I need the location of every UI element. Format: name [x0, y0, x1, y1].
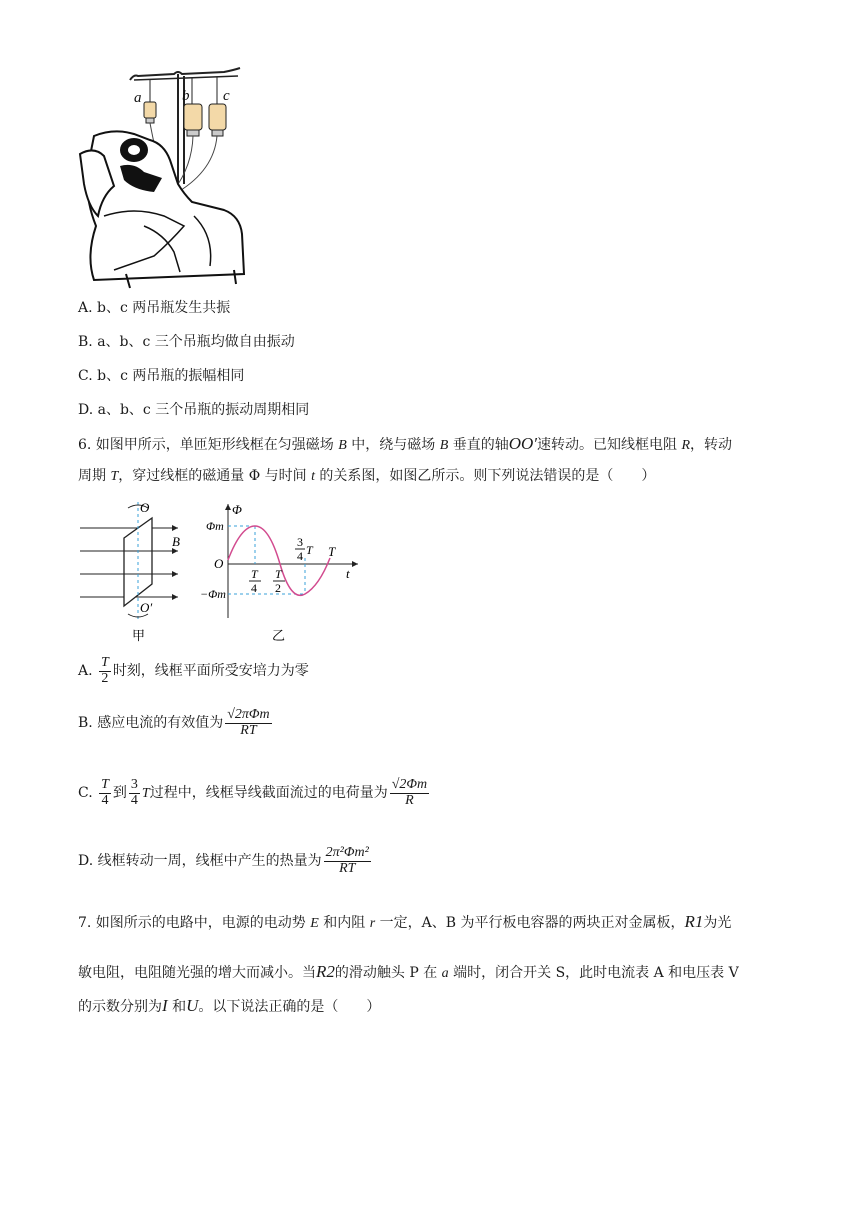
jia-O-prime: O′ [140, 600, 153, 615]
q5-option-a: A. b、c 两吊瓶发生共振 [78, 300, 231, 316]
yi-T2-den: 2 [275, 581, 281, 595]
figure-jia [78, 498, 198, 646]
yi-t: t [346, 566, 350, 581]
yi-T34-T: T [306, 543, 313, 557]
q6-stem-line2: 周期 T，穿过线框的磁通量 Φ 与时间 t 的关系图，如图乙所示。则下列说法错误的是（ ） [78, 468, 656, 484]
jia-B: B [172, 534, 180, 549]
yi-phim: Φm [206, 519, 224, 533]
yi-T4-num: T [251, 567, 258, 581]
yi-T34-num: 3 [297, 535, 303, 549]
label-a: a [134, 90, 142, 106]
jia-caption: 甲 [132, 628, 146, 643]
yi-phi: Φ [232, 502, 242, 517]
q5-option-c: C. b、c 两吊瓶的振幅相同 [78, 368, 245, 384]
q6-option-c: C. $\frac{T}{4}$ 到 $\frac{3}{4}$ T过程中，线框导线截面流过的电荷量为 $\frac{√2\Phi m}{R}$ [78, 777, 428, 808]
label-b: b [182, 88, 190, 104]
yi-T4-den: 4 [251, 581, 257, 595]
frac-T-2: $\frac{T}{2}$ [101, 655, 109, 686]
frac-b: $\frac{\text{√2πΦm}}{RT}$ [227, 707, 270, 738]
yi-O: O [214, 556, 224, 571]
jia-O: O [140, 500, 150, 515]
figure-yi [200, 498, 364, 646]
frac-c: $\frac{√2\Phi m}{R}$ [391, 777, 428, 808]
yi-caption: 乙 [272, 628, 286, 643]
q7-stem-line2: 敏电阻，电阻随光强的增大而减小。当R2的滑动触头 P 在 a 端时，闭合开关 S，此时电流表 A 和电压表 V [78, 962, 739, 981]
q6-option-b: B. 感应电流的有效值为 $\frac{\text{√2πΦm}}{RT}$ [78, 707, 270, 738]
yi-T: T [328, 544, 336, 559]
iv-bottles-figure [74, 66, 250, 292]
q6-option-d: D. 线框转动一周，线框中产生的热量为 $\frac{\text{2π²Φm²}}{RT}$ [78, 845, 369, 876]
q5-option-d: D. a、b、c 三个吊瓶的振动周期相同 [78, 402, 310, 418]
q6-option-a: A. $\frac{T}{2}$ 时刻，线框平面所受安培力为零 [78, 655, 309, 686]
axis-symbol: OO′ [508, 434, 538, 453]
q6-stem-line1: 6. 如图甲所示，单匝矩形线框在匀强磁场 B 中，绕与磁场 B 垂直的轴OO′速转动。已知线框电阻 R，转动 [78, 434, 733, 453]
label-c: c [223, 88, 230, 104]
q5-option-b: B. a、b、c 三个吊瓶均做自由振动 [78, 334, 295, 350]
q7-stem-line3: 的示数分别为I 和U。以下说法正确的是（ ） [78, 996, 381, 1015]
q7-stem-line1: 7. 如图所示的电路中，电源的电动势 E 和内阻 r 一定，A、B 为平行板电容器的两块正对金属板，R1为光 [78, 912, 732, 931]
yi-T34-den: 4 [297, 549, 303, 563]
yi-neg-phim: −Φm [200, 587, 226, 601]
yi-T2-num: T [275, 567, 282, 581]
frac-d: $\frac{\text{2π²Φm²}}{RT}$ [325, 845, 369, 876]
